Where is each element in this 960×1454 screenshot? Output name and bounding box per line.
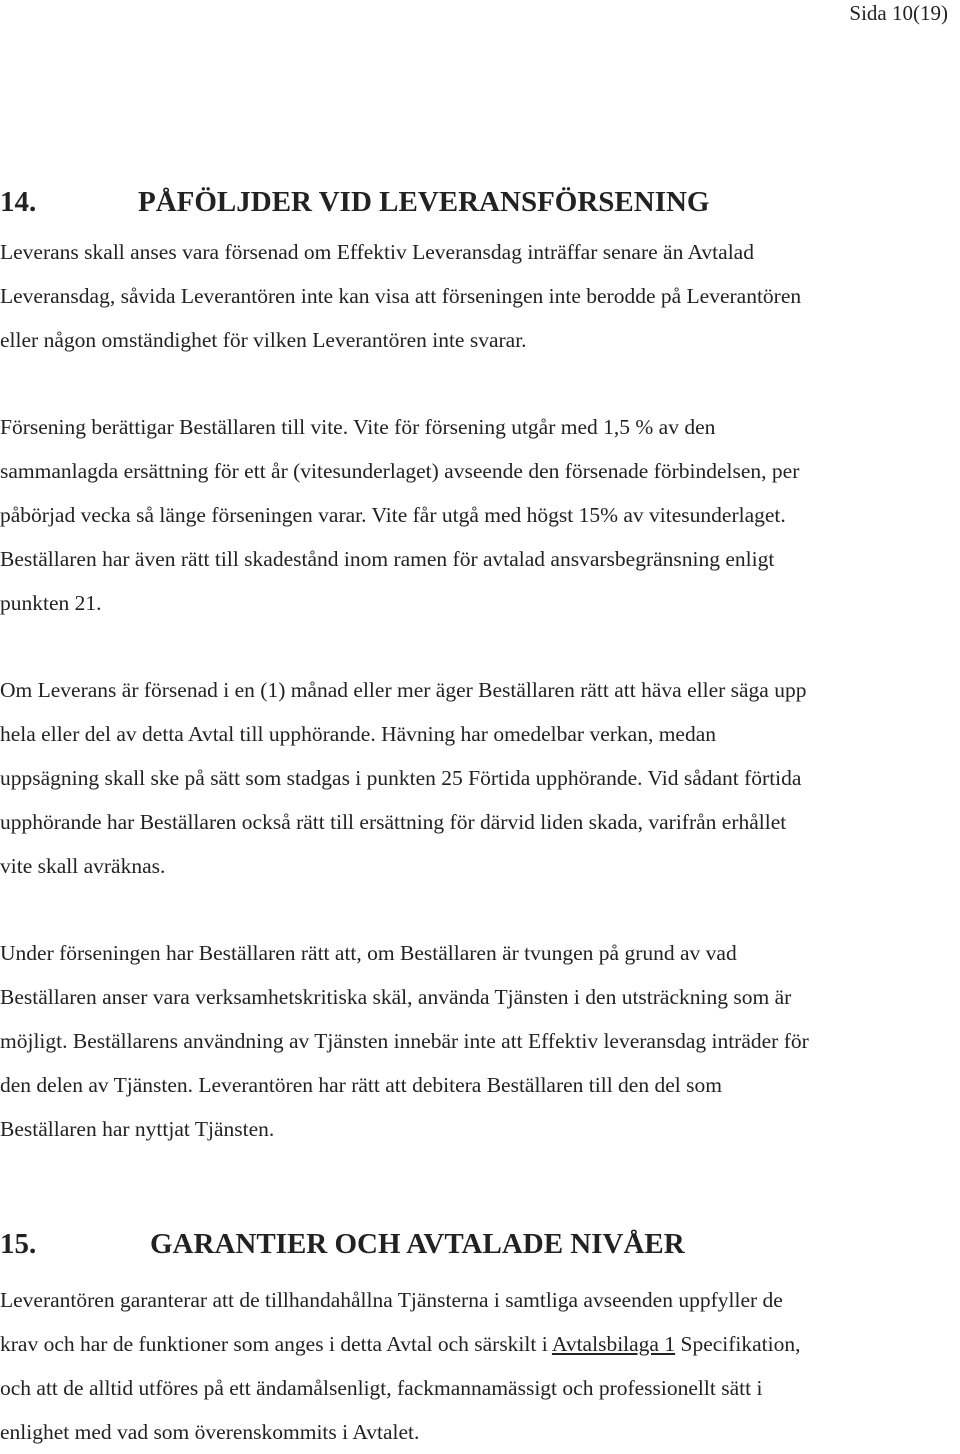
avtalsbilaga-1-link[interactable]: Avtalsbilaga 1	[551, 1332, 676, 1356]
text-line: Under förseningen har Beställaren rätt att, om Beställaren är tvungen på grund av vad	[0, 941, 737, 965]
text-line: Beställaren har nyttjat Tjänsten.	[0, 1117, 275, 1141]
section-14-title: PÅFÖLJDER VID LEVERANSFÖRSENING	[138, 186, 710, 218]
section-14-paragraph-1	[0, 230, 960, 362]
text-line: påbörjad vecka så länge förseningen varar. Vite får utgå med högst 15% av vitesunderlaget.	[0, 503, 786, 527]
text-fragment: krav och har de funktioner som anges i detta Avtal och särskilt i	[0, 1332, 552, 1356]
text-line: eller någon omständighet för vilken Leverantören inte svarar.	[0, 328, 527, 352]
text-line: Leverantören garanterar att de tillhandahållna Tjänsterna i samtliga avseenden uppfyller de	[0, 1288, 783, 1312]
section-15-heading	[0, 1226, 685, 1262]
text-line: sammanlagda ersättning för ett år (vitesunderlaget) avseende den försenade förbindelsen, per	[0, 459, 800, 483]
section-14-heading	[0, 184, 710, 220]
section-14-number: 14.	[0, 186, 37, 218]
section-15-title: GARANTIER OCH AVTALADE NIVÅER	[150, 1228, 685, 1260]
page-number: Sida 10(19)	[849, 1, 948, 25]
section-14-paragraph-2	[0, 405, 960, 625]
text-line: möjligt. Beställarens användning av Tjänsten innebär inte att Effektiv leveransdag inträder för	[0, 1029, 809, 1053]
text-line: punkten 21.	[0, 591, 102, 615]
text-line: hela eller del av detta Avtal till upphörande. Hävning har omedelbar verkan, medan	[0, 722, 716, 746]
section-14-paragraph-4	[0, 931, 960, 1151]
text-line: och att de alltid utföres på ett ändamålsenligt, fackmannamässigt och professionellt sätt i	[0, 1376, 763, 1400]
section-14-paragraph-3	[0, 668, 960, 888]
text-line: enlighet med vad som överenskommits i Avtalet.	[0, 1420, 420, 1444]
text-line: Leverans skall anses vara försenad om Effektiv Leveransdag inträffar senare än Avtalad	[0, 240, 754, 264]
text-line: Försening berättigar Beställaren till vite. Vite för försening utgår med 1,5 % av den	[0, 415, 716, 439]
text-fragment: Specifikation,	[675, 1332, 801, 1356]
text-line: vite skall avräknas.	[0, 854, 166, 878]
text-line: den delen av Tjänsten. Leverantören har rätt att debitera Beställaren till den del som	[0, 1073, 722, 1097]
section-15-number: 15.	[0, 1228, 37, 1260]
text-line: Om Leverans är försenad i en (1) månad eller mer äger Beställaren rätt att häva eller säga upp	[0, 678, 807, 702]
text-line: Beställaren har även rätt till skadestånd inom ramen för avtalad ansvarsbegränsning enligt	[0, 547, 775, 571]
text-line	[0, 1322, 960, 1366]
text-line: upphörande har Beställaren också rätt till ersättning för därvid liden skada, varifrån erhållet	[0, 810, 787, 834]
text-line: Leveransdag, såvida Leverantören inte kan visa att förseningen inte berodde på Leverantören	[0, 284, 802, 308]
text-line: Beställaren anser vara verksamhetskritiska skäl, använda Tjänsten i den utsträckning som är	[0, 985, 792, 1009]
text-line: uppsägning skall ske på sätt som stadgas i punkten 25 Förtida upphörande. Vid sådant förtida	[0, 766, 802, 790]
section-15-paragraph-1	[0, 1278, 960, 1454]
